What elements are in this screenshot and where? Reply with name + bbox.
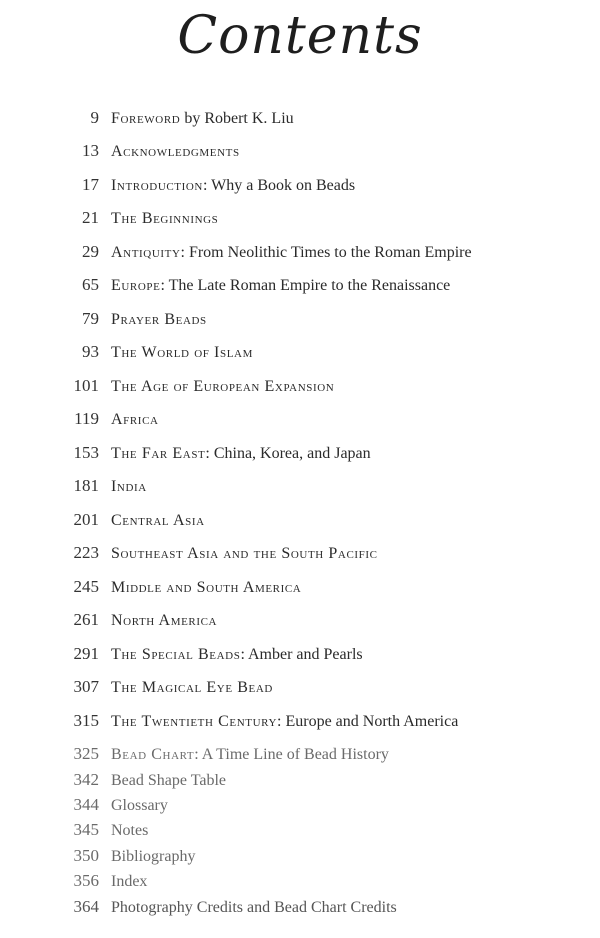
page-number: 21: [82, 208, 99, 227]
page-number: 245: [73, 577, 99, 596]
page-number: 342: [73, 770, 99, 789]
page-number: 364: [73, 897, 99, 916]
entry-subtitle: : The Late Roman Empire to the Renaissance: [160, 277, 451, 294]
page-number: 356: [73, 871, 99, 890]
toc-entry[interactable]: [0, 644, 363, 670]
page-number: 223: [73, 543, 99, 562]
toc-entry[interactable]: [0, 744, 389, 770]
entry-heading: Acknowledgments: [111, 143, 240, 160]
page-number: 181: [73, 476, 99, 495]
entry-subtitle: : China, Korea, and Japan: [205, 445, 371, 462]
entry-subtitle: Bibliography: [111, 848, 196, 865]
entry-heading: India: [111, 478, 147, 495]
toc-entry[interactable]: [0, 275, 450, 301]
toc-entry[interactable]: [0, 897, 397, 923]
entry-heading: The Special Beads: [111, 646, 241, 663]
entry-subtitle: : From Neolithic Times to the Roman Empire: [180, 244, 472, 261]
entry-heading: Foreword: [111, 110, 181, 127]
toc-entry[interactable]: [0, 677, 273, 703]
toc-entry[interactable]: [0, 510, 205, 536]
toc-entry[interactable]: [0, 770, 226, 796]
toc-entry[interactable]: [0, 376, 334, 402]
entry-heading: Africa: [111, 411, 159, 428]
entry-heading: The World of Islam: [111, 344, 253, 361]
toc-entry[interactable]: [0, 208, 218, 234]
page-number: 93: [82, 342, 99, 361]
toc-entry[interactable]: [0, 175, 355, 201]
entry-subtitle: Glossary: [111, 797, 168, 814]
page-number: 101: [73, 376, 99, 395]
entry-heading: The Twentieth Century: [111, 713, 278, 730]
toc-entry[interactable]: [0, 309, 207, 335]
toc-entry[interactable]: [0, 242, 472, 268]
page-number: 65: [82, 275, 99, 294]
entry-heading: Bead Chart: [111, 746, 195, 763]
page-number: 291: [73, 644, 99, 663]
page-number: 350: [73, 846, 99, 865]
toc-entry[interactable]: [0, 610, 217, 636]
toc-entry[interactable]: [0, 846, 195, 872]
page-number: 345: [73, 820, 99, 839]
entry-heading: The Beginnings: [111, 210, 219, 227]
entry-subtitle: : Why a Book on Beads: [202, 177, 356, 194]
entry-heading: The Magical Eye Bead: [111, 679, 273, 696]
entry-subtitle: Notes: [111, 822, 149, 839]
entry-subtitle: : Amber and Pearls: [240, 646, 363, 663]
page-title: Contents: [177, 6, 423, 66]
page-number: 79: [82, 309, 99, 328]
entry-heading: Introduction: [111, 177, 203, 194]
entry-heading: Antiquity: [111, 244, 181, 261]
page-number: 17: [82, 175, 99, 194]
toc-entry[interactable]: [0, 711, 458, 737]
entry-subtitle: Bead Shape Table: [111, 772, 226, 789]
page-number: 325: [73, 744, 99, 763]
entry-heading: Middle and South America: [111, 579, 302, 596]
entry-heading: Europe: [111, 277, 161, 294]
toc-entry[interactable]: [0, 409, 159, 435]
toc-entry[interactable]: [0, 108, 294, 134]
entry-subtitle: Photography Credits and Bead Chart Credits: [111, 899, 397, 916]
entry-heading: Central Asia: [111, 512, 205, 529]
page-number: 307: [73, 677, 99, 696]
entry-heading: North America: [111, 612, 218, 629]
toc-entry[interactable]: [0, 141, 240, 167]
entry-heading: Prayer Beads: [111, 311, 207, 328]
entry-subtitle: by Robert K. Liu: [180, 110, 294, 127]
entry-subtitle: Index: [111, 873, 148, 890]
toc-entry[interactable]: [0, 795, 168, 821]
toc-entry[interactable]: [0, 577, 301, 603]
entry-subtitle: : Europe and North America: [277, 713, 459, 730]
entry-heading: The Age of European Expansion: [111, 378, 335, 395]
entry-heading: The Far East: [111, 445, 206, 462]
page-number: 201: [73, 510, 99, 529]
toc-entry[interactable]: [0, 342, 253, 368]
toc-entry[interactable]: [0, 443, 371, 469]
page-number: 13: [82, 141, 99, 160]
toc-entry[interactable]: [0, 871, 147, 897]
toc-entry[interactable]: [0, 820, 148, 846]
entry-heading: Southeast Asia and the South Pacific: [111, 545, 378, 562]
entry-subtitle: : A Time Line of Bead History: [194, 746, 389, 763]
page-number: 119: [74, 409, 99, 428]
toc-entry[interactable]: [0, 543, 378, 569]
toc-entry[interactable]: [0, 476, 147, 502]
page-number: 344: [73, 795, 99, 814]
page-number: 153: [73, 443, 99, 462]
page-number: 261: [73, 610, 99, 629]
page-number: 315: [73, 711, 99, 730]
page-number: 9: [90, 108, 99, 127]
page-number: 29: [82, 242, 99, 261]
